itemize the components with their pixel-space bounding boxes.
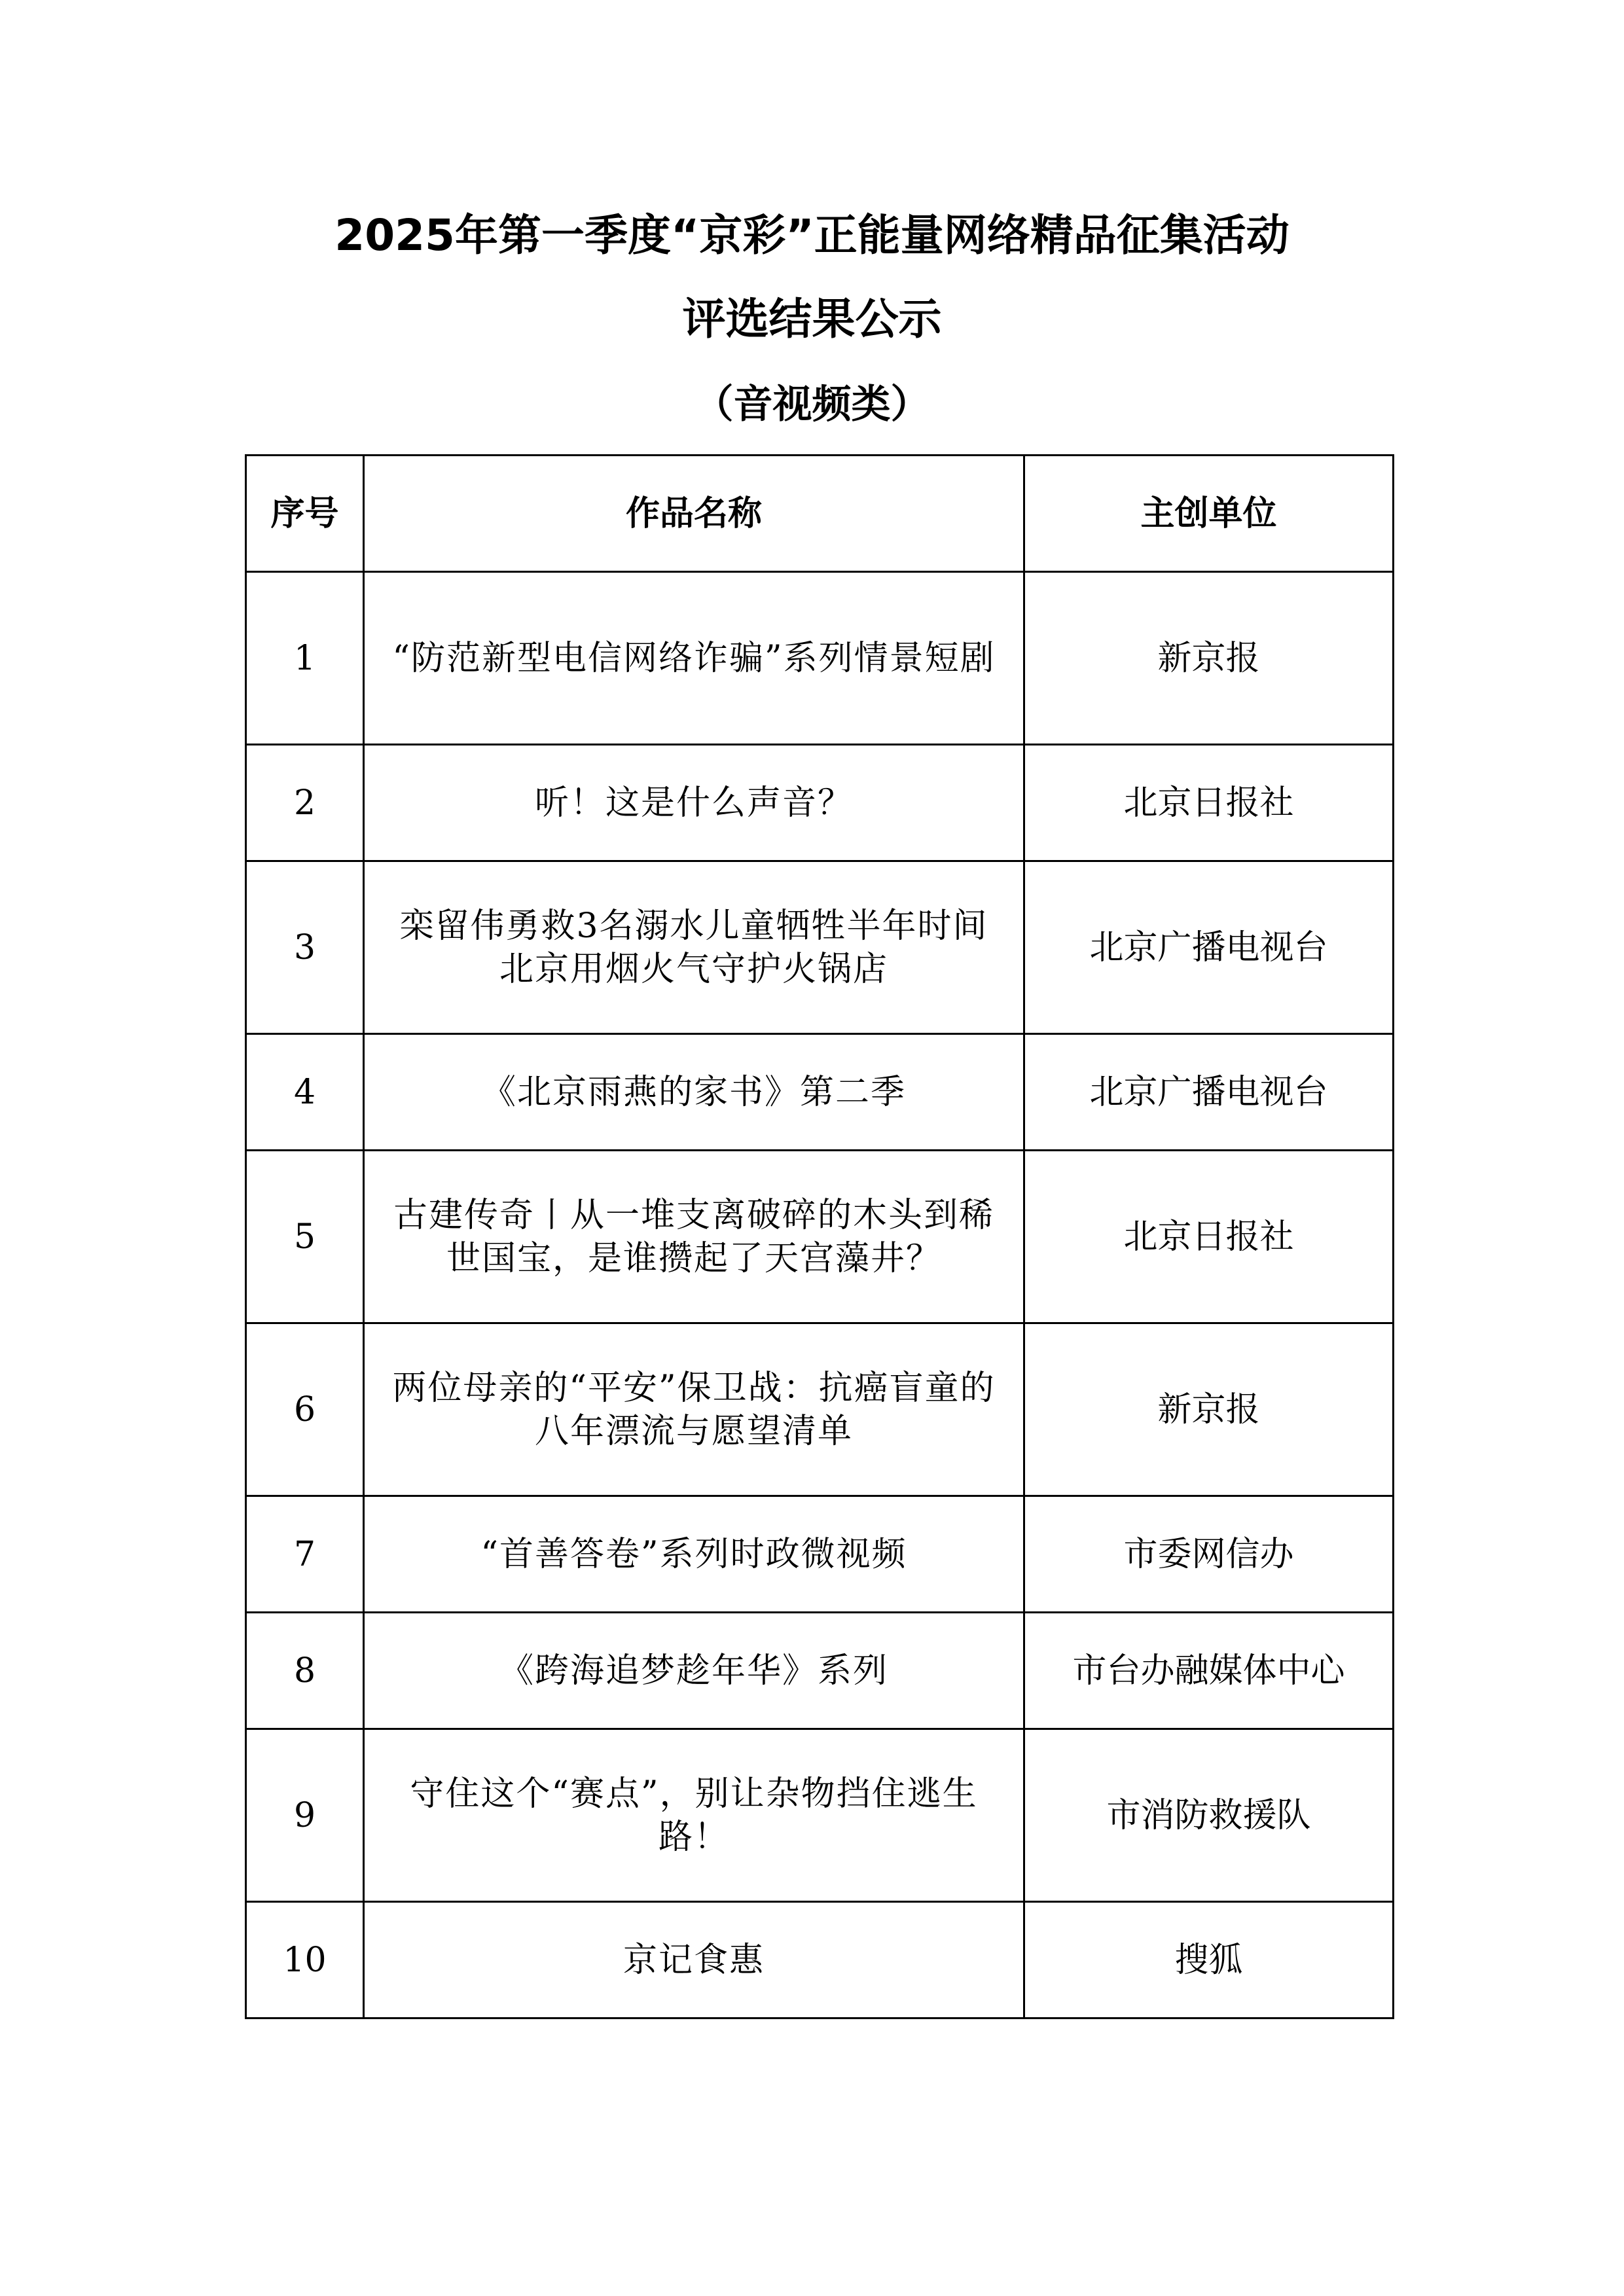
header-work-title: 作品名称 (364, 456, 1024, 572)
row-creator: 市委网信办 (1024, 1496, 1394, 1613)
row-index: 2 (246, 745, 364, 861)
row-creator: 北京日报社 (1024, 1151, 1394, 1323)
row-index: 1 (246, 572, 364, 745)
row-work-title: 《北京雨燕的家书》第二季 (364, 1034, 1024, 1151)
table-row (246, 1034, 1394, 1151)
row-index: 5 (246, 1151, 364, 1323)
row-index: 7 (246, 1496, 364, 1613)
row-creator: 新京报 (1024, 1323, 1394, 1496)
row-creator: 市消防救援队 (1024, 1729, 1394, 1902)
row-creator: 北京日报社 (1024, 745, 1394, 861)
row-creator: 北京广播电视台 (1024, 861, 1394, 1034)
header-creator: 主创单位 (1024, 456, 1394, 572)
row-index: 3 (246, 861, 364, 1034)
table-row (246, 861, 1394, 1034)
row-index: 9 (246, 1729, 364, 1902)
results-table (245, 454, 1394, 2019)
row-work-title: “首善答卷”系列时政微视频 (364, 1496, 1024, 1613)
table-row (246, 1151, 1394, 1323)
table-row (246, 1613, 1394, 1729)
table-header-row (246, 456, 1394, 572)
row-index: 8 (246, 1613, 364, 1729)
row-creator: 北京广播电视台 (1024, 1034, 1394, 1151)
row-work-title: “防范新型电信网络诈骗”系列情景短剧 (364, 572, 1024, 745)
page-title: 2025年第一季度“京彩”正能量网络精品征集活动 (334, 210, 1290, 260)
row-index: 10 (246, 1902, 364, 2018)
row-work-title: 京记食惠 (364, 1902, 1024, 2018)
row-work-title: 栾留伟勇救3名溺水儿童牺牲半年时间 北京用烟火气守护火锅店 (364, 861, 1024, 1034)
row-work-title: 《跨海追梦趁年华》系列 (364, 1613, 1024, 1729)
table-row (246, 1729, 1394, 1902)
row-work-title: 守住这个“赛点”，别让杂物挡住逃生路！ (364, 1729, 1024, 1902)
header-index: 序号 (246, 456, 364, 572)
row-creator: 市台办融媒体中心 (1024, 1613, 1394, 1729)
row-index: 4 (246, 1034, 364, 1151)
row-work-title: 古建传奇丨从一堆支离破碎的木头到稀世国宝，是谁攒起了天宫藻井？ (364, 1151, 1024, 1323)
page-title-line2: 评选结果公示 (682, 294, 942, 344)
row-creator: 搜狐 (1024, 1902, 1394, 2018)
row-work-title: 听！这是什么声音？ (364, 745, 1024, 861)
table-row (246, 1496, 1394, 1613)
page-subtitle: （音视频类） (694, 382, 930, 427)
table-row (246, 572, 1394, 745)
row-work-title: 两位母亲的“平安”保卫战：抗癌盲童的八年漂流与愿望清单 (364, 1323, 1024, 1496)
table-row (246, 745, 1394, 861)
row-index: 6 (246, 1323, 364, 1496)
table-row (246, 1902, 1394, 2018)
table-row (246, 1323, 1394, 1496)
row-creator: 新京报 (1024, 572, 1394, 745)
